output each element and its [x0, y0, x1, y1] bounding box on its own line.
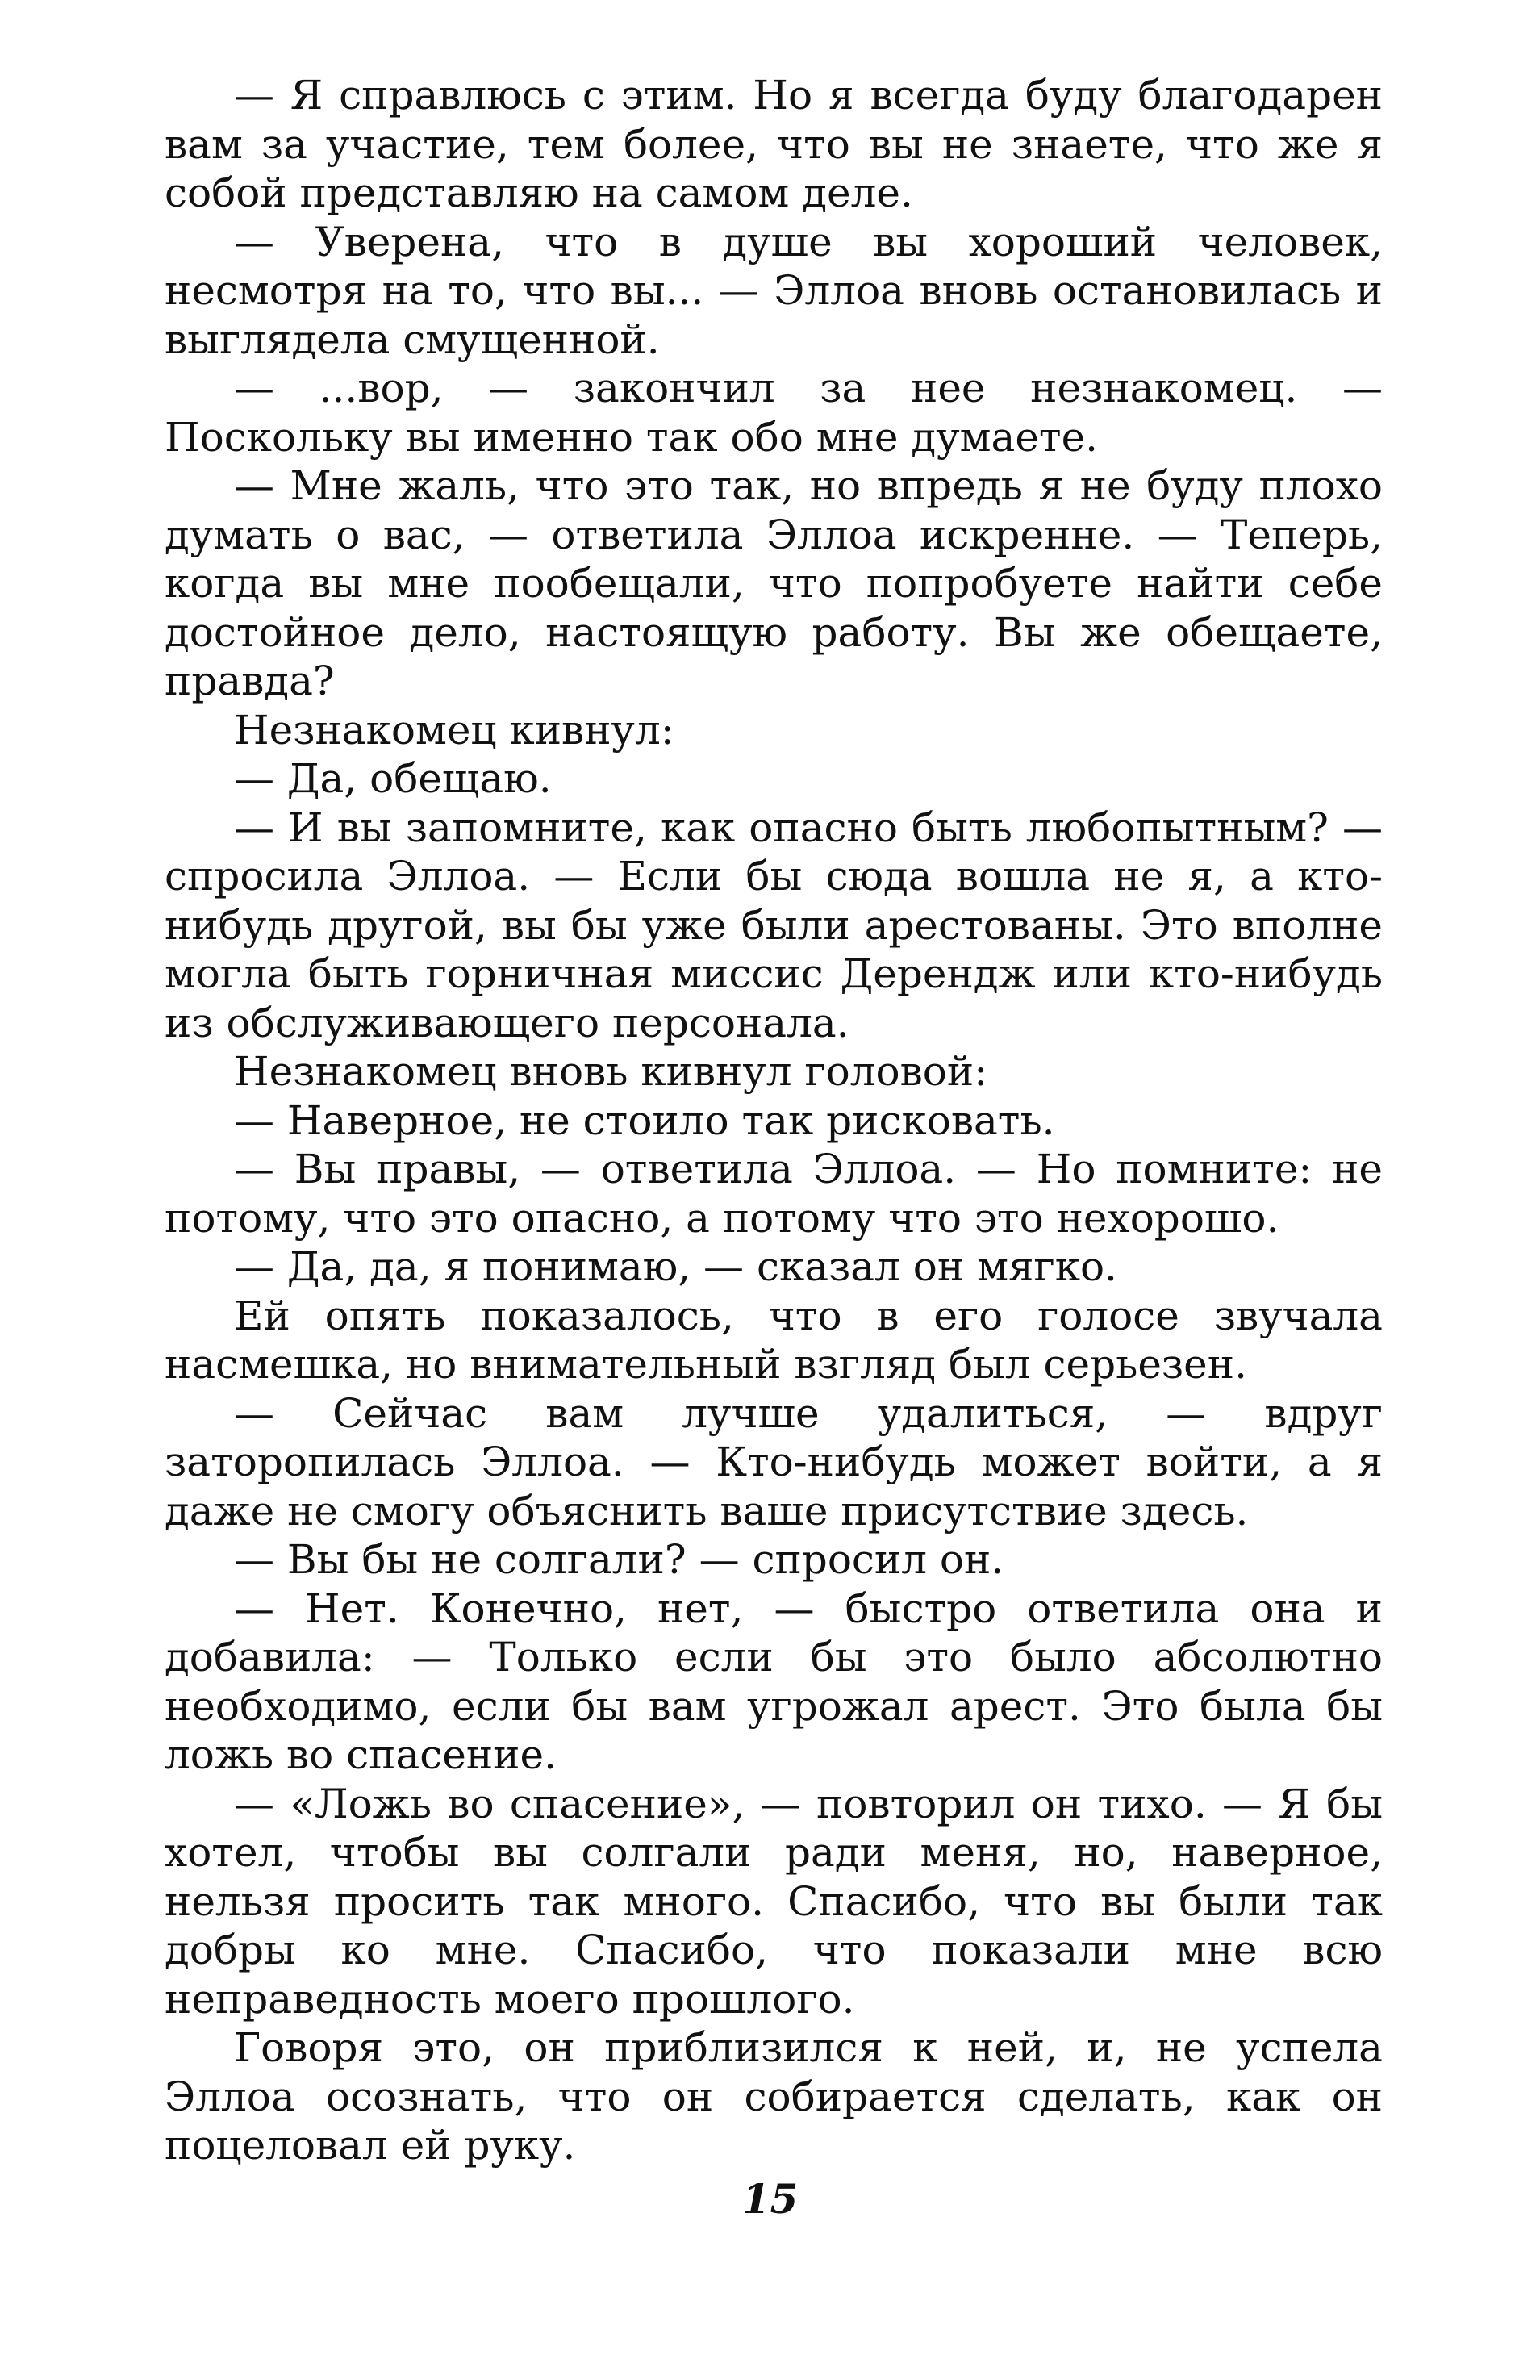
paragraph-15: — Нет. Конечно, нет, — быстро ответила она и добавила: — Только если бы это было абсолютно необходимо, если бы вам угрожал арест. Это была бы ложь во спасение.: [165, 1585, 1383, 1778]
paragraph-14: — Вы бы не солгали? — спросил он.: [234, 1536, 1004, 1583]
paragraph-2: — Уверена, что в душе вы хороший человек, несмотря на то, что вы... — Эллоа вновь остановилась и выглядела смущенной.: [165, 218, 1383, 363]
paragraph-4: — Мне жаль, что это так, но впредь я не буду плохо думать о вас, — ответила Эллоа искренне. — Теперь, когда вы мне пообещали, что попробуете найти себе достойное дело, настоящую работу. Вы же обещаете, правда?: [165, 462, 1383, 704]
paragraph-12: Ей опять показалось, что в его голосе звучала насмешка, но внимательный взгляд был серьезен.: [165, 1292, 1383, 1388]
page-number: 15: [741, 2175, 799, 2223]
paragraph-16: — «Ложь во спасение», — повторил он тихо. — Я бы хотел, чтобы вы солгали ради меня, но, наверное, нельзя просить так много. Спасибо, что вы были так добры ко мне. Спасибо, что показали мне всю неправедность моего прошлого.: [165, 1780, 1383, 2023]
paragraph-1: — Я справлюсь с этим. Но я всегда буду благодарен вам за участие, тем более, что вы не знаете, что же я собой представляю на самом деле.: [165, 72, 1383, 216]
paragraph-17: Говоря это, он приблизился к ней, и, не успела Эллоа осознать, что он собирается сделать, как он поцеловал ей руку.: [165, 2024, 1383, 2169]
page-text-block: [165, 71, 1383, 2170]
paragraph-13: — Сейчас вам лучше удалиться, — вдруг заторопилась Эллоа. — Кто-нибудь может войти, а я даже не смогу объяснить ваше присутствие здесь.: [165, 1389, 1383, 1534]
paragraph-5: Незнакомец кивнул:: [234, 706, 674, 754]
paragraph-7: — И вы запомните, как опасно быть любопытным? — спросила Эллоа. — Если бы сюда вошла не я, а кто-нибудь другой, вы бы уже были арестованы. Это вполне могла быть горничная миссис Дерендж или кто-нибудь из обслуживающего персонала.: [165, 804, 1383, 1046]
paragraph-10: — Вы правы, — ответила Эллоа. — Но помните: не потому, что это опасно, а потому что это нехорошо.: [165, 1146, 1383, 1242]
paragraph-3: — ...вор, — закончил за нее незнакомец. — Поскольку вы именно так обо мне думаете.: [165, 365, 1383, 461]
paragraph-11: — Да, да, я понимаю, — сказал он мягко.: [234, 1243, 1117, 1290]
paragraph-8: Незнакомец вновь кивнул головой:: [234, 1048, 988, 1095]
paragraph-9: — Наверное, не стоило так рисковать.: [234, 1096, 1055, 1144]
paragraph-6: — Да, обещаю.: [234, 755, 552, 802]
